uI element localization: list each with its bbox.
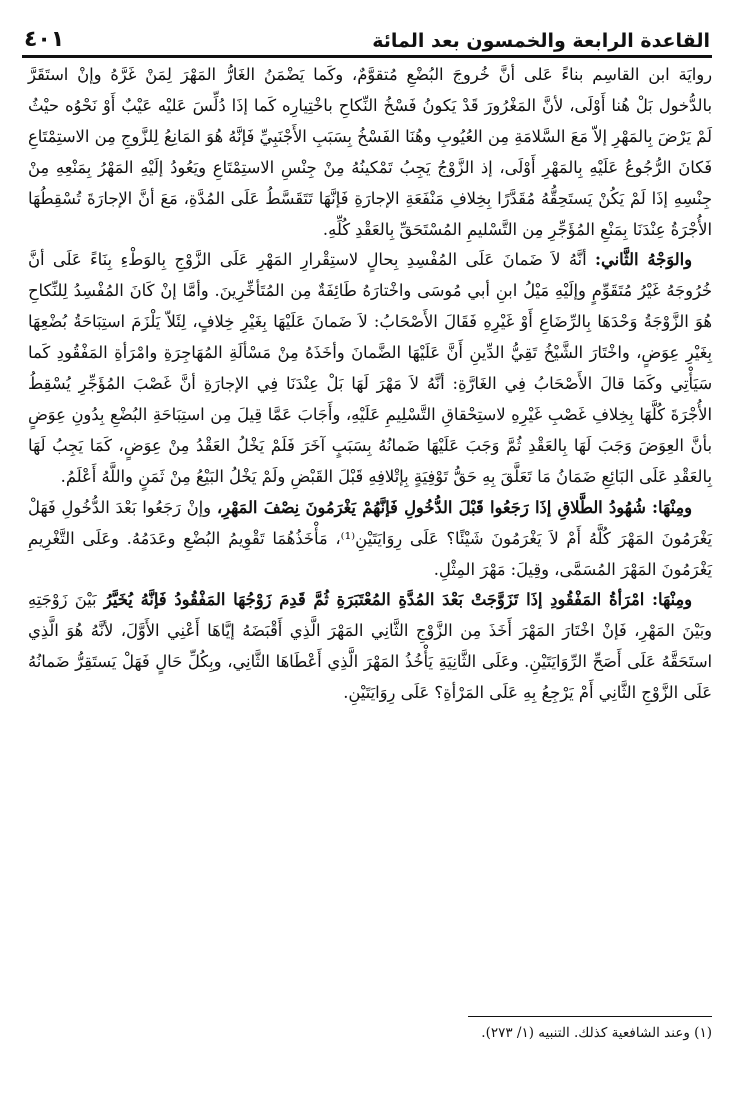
body-text [28, 60, 712, 709]
page-number: ٤٠١ [24, 27, 65, 52]
footnote: (١) وعند الشافعية كذلك. التنبيه (١/ ٢٧٣). [481, 1025, 712, 1041]
paragraph-lead: ومِنْهَا: امْرَأةُ المَفْقُودِ إذَا تَزَوَّجَتْ بَعْدَ المُدَّةِ المُعْتَبَرَةِ ثُمَّ قَدِمَ زَوْجُهَا المَفْقُودُ فَإنَّهُ يُخَيَّرُ [103, 590, 692, 610]
paragraph [28, 60, 712, 245]
paragraph-text: وإنْ رَجَعُوا بَعْدَ الدُّخُولِ فَهَلْ يَغْرَمُونَ المَهْرَ كُلَّهُ أَمْ لاَ يَغْرَمُونَ شَيْئًا؟ عَلَى رِوَايَتَيْنِ⁽¹⁾، مَأْخَذُهُمَا تَقْوِيمُ البُضْعِ وعَدَمُهُ. وعَلَى التَّغْرِيمِ يَغْرَمُونَ المَهْرَ المُسَمَّى، وقِيلَ: مَهْرَ المِثْلِ. [28, 497, 712, 579]
running-header [24, 18, 710, 52]
paragraph [28, 493, 712, 586]
paragraph-text: أنَّهُ لاَ ضَمانَ عَلَى المُفْسِدِ بِحالٍ لاستِقْرارِ المَهْرِ عَلَى الزَّوْجِ بِالوَطْءِ بِنَاءً عَلَى أنَّ خُرُوجَهُ غَيْرُ مُتَقَوِّمٍ وإلَيْهِ مَيْلُ ابنِ أبي مُوسَى واخْتارَهُ طَائِفَةٌ مِن المُتَأخِّرِينَ. وأمَّا إنْ كَانَ المُفْسِدُ لِلنِّكاحِ هُوَ الزَّوْجَةُ وَحْدَهَا بِالرِّضَاعِ أَوْ غَيْرِهِ فَقَالَ الأَصْحَابُ: لاَ ضَمانَ عَلَيْهَا بِغَيْرِ خِلافٍ، لِئَلاّ يَلْزَمَ استِبَاحَةُ بُضْعِهَا بِغَيْرِ عِوَضٍ، واخْتَارَ الشَّيْخُ تَقِيُّ الدِّينِ أَنَّ عَلَيْهَا الضَّمانَ وأخَذَهُ مِنْ مَسْألَةِ المُهَاجِرَةِ وامْرَأةِ المَفْقُودِ كَما سَيَأْتِي وكَمَا قالَ الأَصْحَابُ فِي الغَارَّةِ: أنَّهُ لاَ مَهْرَ لَهَا بَلْ عِنْدَنَا فِي الإجارَةِ أنَّ غَصْبَ المُؤَجِّرِ يُسْقِطُ الأُجْرَةَ كُلَّهَا بِخِلافِ غَصْبِ غَيْرِهِ لاستِحْقاقِ التَّسْلِيمِ عَلَيْهِ، وأَجَابَ عَمَّا قِيلَ مِن استِبَاحَةِ البُضْعِ بِدُونِ عِوَضٍ بأنَّ العِوَضَ وَجَبَ لَهَا بِالعَقْدِ ثُمَّ وَجَبَ عَلَيْهَا ضَمانُهُ بِسَبَبٍ آخَرَ فَلَمْ يَخْلُ العَقْدُ مِنْ عِوَضٍ، كَمَا يَجِبُ لَهَا بِالعَقْدِ عَلَى البَائِعِ ضَمَانُ مَا تَعَلَّقَ بِهِ حَقُّ تَوْفِيَةٍ بِإتْلافِهِ قَبْلَ القَبْضِ ولَمْ يَخْلُ البَيْعُ مِنْ ثَمَنٍ واللَّهُ أَعْلَمُ. [28, 250, 712, 486]
paragraph-lead: والوَجْهُ الثَّاني: [595, 250, 692, 270]
paragraph-text: روايَة ابن القاسِم بناءً عَلى أنَّ خُروجَ البُضْعِ مُتقوَّمٌ، وكَما يَضْمَنُ الغَارُّ المَهْرَ لِمَنْ غَرَّهُ وإنْ استَقَرَّ بالدُّخول بَلْ هُنا أَوْلَى، لأنَّ المَغْرُورَ قَدْ يَكونُ فَسْخُ النِّكاحِ باخْتِيارِه كَما إذَا دُلِّسَ عَليْه عَيْبٌ أَوْ نَحْوُه حيْثُ لَمْ يَرْضَ بِالمَهْرِ إلاّ مَعَ السَّلامَةِ مِن العُيُوبِ وهُنَا الفَسْخُ بِسَبَبِ الأَجْنَبِيِّ فَإنَّهُ هُوَ المَانِعُ لِلزَّوجِ مِن الاستِمْتَاعِ فَكانَ الرُّجُوعُ عَلَيْهِ بِالمَهْرِ أَوْلَى، إذ الزَّوْجُ يَجِبُ تَمْكينُهُ مِنْ جِنْسِ الاستِمْتَاعِ ويَعُودُ إلَيْهِ المَهْرُ بِمَنْعِهِ مِنْ جِنْسِهِ إذَا لَمْ يَكُنْ يَستَحِقُّهُ مُقَدَّرًا بِخِلافِ مَنْفَعَةِ الإجارَةِ فَإنَّهَا تَتَقَسَّطُ عَلَى المُدَّةِ، مَعَ أنَّ الإجارَةَ تُسْقِطُهَا الأُجْرَةُ عِنْدَنَا بِمَنْعِ المُؤَجِّرِ مِن التَّسْليمِ المُسْتَحَقِّ بِالعَقْدِ كُلِّهِ. [28, 65, 712, 239]
chapter-title: القاعدة الرابعة والخمسون بعد المائة [372, 30, 710, 52]
paragraph-text: بَيْنَ زَوْجَتِهِ وبَيْنَ المَهْرِ، فَإنْ اخْتَارَ المَهْرَ أَخَذَ مِن الزَّوْجِ الثَّانِي المَهْرَ الَّذِي أَقْبَضَهُ إيَّاهَا أَعْنِي الأَوَّلَ، لأنَّهُ هُوَ الَّذِي استَحَقَّهُ عَلَى أَصَحِّ الرِّوَايَتَيْنِ. وعَلَى الثَّانِيَةِ يَأْخُذُ المَهْرَ الَّذِي أَعْطَاهَا الثَّانِي، وبِكُلِّ حَالٍ فَهَلْ يَستَقِرُّ ضَمانُهُ عَلَى الزَّوْجِ الثَّانِي أَمْ يَرْجِعُ بِهِ عَلَى المَرْأةِ؟ عَلَى رِوَايَتَيْنِ. [28, 590, 712, 703]
footnote-rule [468, 1016, 712, 1017]
paragraph [28, 585, 712, 709]
header-rule [22, 55, 712, 58]
paragraph [28, 245, 712, 492]
paragraph-lead: ومِنْهَا: شُهُودُ الطَّلاقِ إذَا رَجَعُوا قَبْلَ الدُّخُولِ فَإنَّهُمْ يَغْرَمُونَ نِصْفَ المَهْرِ، [216, 497, 692, 517]
